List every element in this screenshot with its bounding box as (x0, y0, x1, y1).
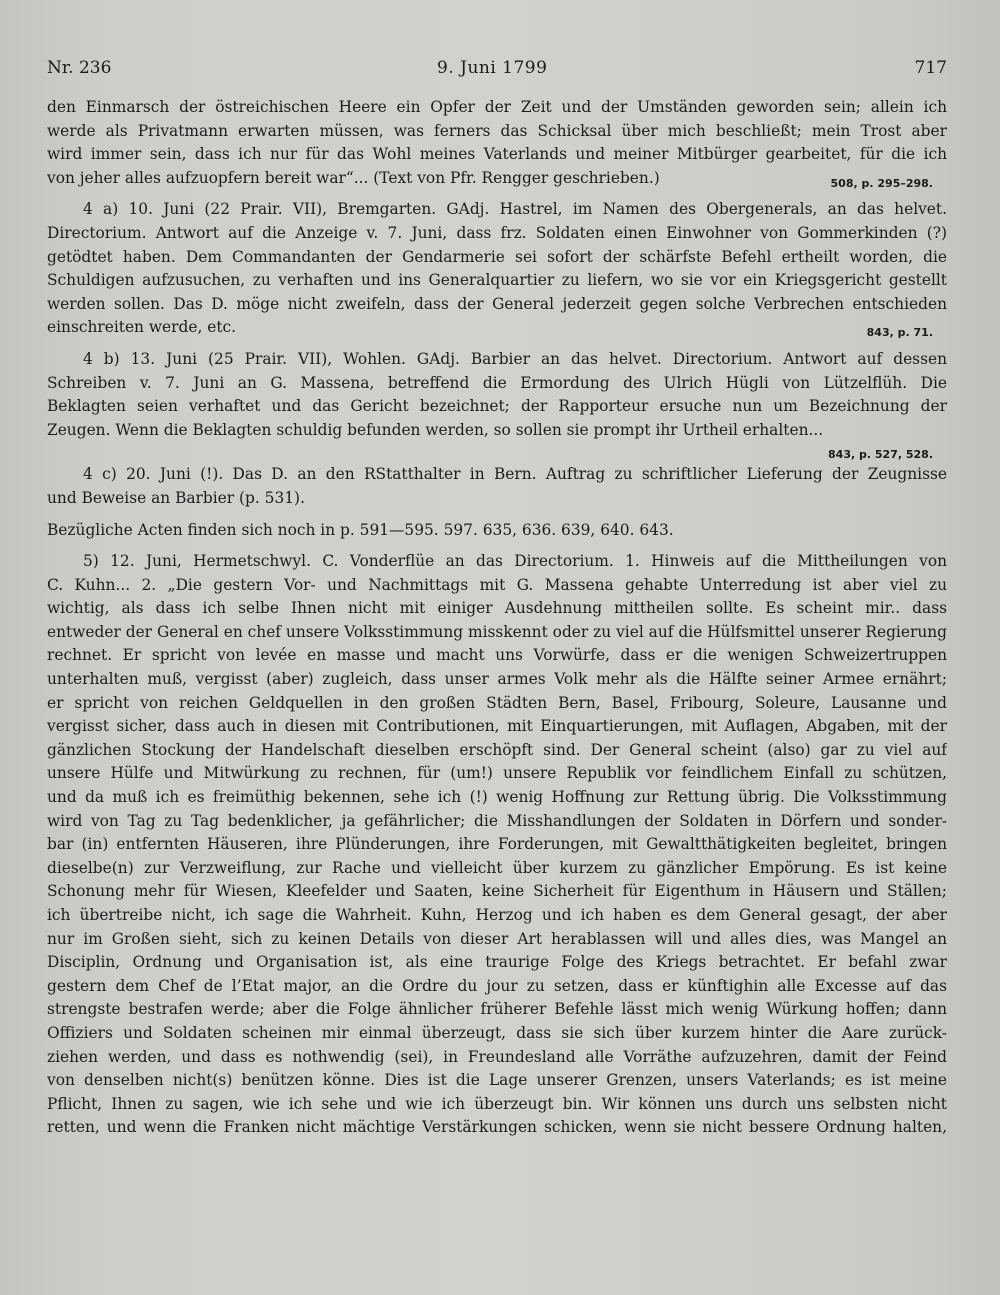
paragraph-4c (47, 463, 947, 510)
text-line: ich übertreibe nicht, ich sage die Wahrheit. Kuhn, Herzog und ich haben es dem General gesagt, der aber (47, 906, 947, 924)
text-line: Pflicht, Ihnen zu sagen, wie ich sehe und wie ich überzeugt bin. Wir können uns durch uns selbsten nicht (47, 1094, 947, 1113)
text-line: gänzlichen Stockung der Handelschaft dieselben erschöpft sind. Der General scheint (also) gar zu viel auf (47, 740, 947, 759)
paragraph-continuation (47, 96, 947, 190)
text-line: 4 b) 13. Juni (25 Prair. VII), Wohlen. GAdj. Barbier an das helvet. Directorium. Antwort auf dessen (83, 349, 947, 368)
text-line: wird immer sein, dass ich nur für das Wohl meines Vaterlands und meiner Mitbürger gearbeitet, für die ich (47, 145, 947, 164)
text-line: unsere Hülfe und Mitwürkung zu rechnen, für (um!) unsere Republik vor feindlichem Einfall zu schützen, (47, 764, 947, 783)
text-line: C. Kuhn... 2. „Die gestern Vor- und Nachmittags mit G. Massena gehabte Unterredung ist aber viel zu (47, 575, 947, 594)
text-line: Bezügliche Acten finden sich noch in p. 591—595. 597. 635, 636. 639, 640. 643. (47, 520, 674, 539)
source-reference: 843, p. 527, 528. (828, 448, 933, 462)
text-line: entweder der General en chef unsere Volksstimmung misskennt oder zu viel auf die Hülfsmittel unserer Regierung (47, 622, 947, 641)
text-line: werde als Privatmann erwarten müssen, was ferners das Schicksal über mich beschließt; mein Trost aber (47, 121, 947, 140)
text-line (47, 167, 947, 191)
text-line: unterhalten muß, vergisst (aber) zugleich, dass unser armes Volk mehr als die Hälfte seiner Armee ernährt; (47, 670, 947, 689)
document-number: Nr. 236 (47, 58, 112, 78)
paragraph-related-acts (47, 519, 947, 543)
text-line: Schonung mehr für Wiesen, Kleefelder und Saaten, keine Sicherheit für Eigenthum in Häusern und Ställen; (47, 882, 947, 901)
text-line: und Beweise an Barbier (p. 531). (47, 488, 305, 507)
text-line: Beklagten seien verhaftet und das Gericht bezeichnet; der Rapporteur ersuche nun um Bezeichnung der (47, 397, 947, 416)
text-line-content: von jeher alles aufzuopfern bereit war“... (Text von Pfr. Rengger geschrieben.) (47, 168, 660, 187)
text-line: 5) 12. Juni, Hermetschwyl. C. Vonderflüe an das Directorium. 1. Hinweis auf die Mittheilungen von (83, 552, 947, 571)
text-line: von denselben nicht(s) benützen könne. Dies ist die Lage unserer Grenzen, unsers Vaterlands; es ist meine (47, 1071, 947, 1090)
text-line: dieselbe(n) zur Verzweiflung, zur Rache und vielleicht über kurzem zu gänzlicher Empörung. Es ist keine (47, 858, 947, 877)
text-line: er spricht von reichen Geldquellen in den großen Städten Bern, Basel, Fribourg, Soleure, Lausanne und (47, 693, 947, 712)
text-line: Zeugen. Wenn die Beklagten schuldig befunden werden, so sollen sie prompt ihr Urtheil erhalten... (47, 420, 824, 439)
text-line: den Einmarsch der östreichischen Heere ein Opfer der Zeit und der Umständen geworden sein; allein ich (47, 98, 947, 116)
text-line: und da muß ich es freimüthig bekennen, sehe ich (!) wenig Hoffnung zur Rettung übrig. Die Volksstimmung (47, 788, 947, 807)
text-line: 4 a) 10. Juni (22 Prair. VII), Bremgarten. GAdj. Hastrel, im Namen des Obergenerals, an das helvet. (83, 200, 947, 219)
text-line: wichtig, als dass ich selbe Ihnen nicht mit einiger Ausdehnung mittheilen sollte. Es scheint mir.. dass (47, 599, 947, 618)
document-date: 9. Juni 1799 (437, 58, 548, 78)
text-line: retten, und wenn die Franken nicht mächtige Verstärkungen schicken, wenn sie nicht bessere Ordnung halten, (47, 1118, 947, 1137)
text-line: nur im Großen sieht, sich zu keinen Details von dieser Art herablassen will und alles dies, was Mangel an (47, 929, 947, 948)
text-line: werden sollen. Das D. möge nicht zweifeln, dass der General jederzeit gegen solche Verbrechen entschieden (47, 294, 947, 313)
paragraph-4a (47, 198, 947, 340)
text-line: Directorium. Antwort auf die Anzeige v. 7. Juni, dass frz. Soldaten einen Einwohner von Gommerkinden (?) (47, 223, 947, 242)
source-reference: 843, p. 71. (866, 326, 933, 340)
text-line: Disciplin, Ordnung und Organisation ist, als eine traurige Folge des Kriegs betrachtet. Er befahl zwar (47, 953, 947, 972)
source-reference: 508, p. 295–298. (830, 176, 933, 190)
text-line: wird von Tag zu Tag bedenklicher, ja gefährlicher; die Misshandlungen der Soldaten in Dörfern und sonder- (47, 811, 947, 830)
text-line-content: einschreiten werde, etc. (47, 318, 237, 337)
text-line: getödtet haben. Dem Commandanten der Gendarmerie sei sofort der schärfste Befehl ertheilt worden, die (47, 247, 947, 266)
paragraph-5 (47, 550, 947, 1140)
source-reference-line (47, 442, 947, 463)
text-line: bar (in) entfernten Häuseren, ihre Plünderungen, ihre Forderungen, mit Gewaltthätigkeiten begleitet, bringen (47, 835, 947, 854)
text-line: Schreiben v. 7. Juni an G. Massena, betreffend die Ermordung des Ulrich Hügli von Lützelflüh. Die (47, 373, 947, 392)
paragraph-4b (47, 348, 947, 463)
running-head (47, 58, 947, 84)
text-line: ziehen werden, und dass es nothwendig (sei), in Freundesland alle Vorräthe aufzuzehren, damit der Feind (47, 1047, 947, 1066)
text-line: Offiziers und Soldaten scheinen mir einmal überzeugt, dass sie sich über kurzem hinter die Aare zurück- (47, 1023, 947, 1042)
text-line: 4 c) 20. Juni (!). Das D. an den RStatthalter in Bern. Auftrag zu schriftlicher Lieferung der Zeugnisse (83, 465, 947, 484)
text-line: vergisst sicher, dass auch in diesen mit Contributionen, mit Einquartierungen, mit Auflagen, Abgaben, mit der (47, 717, 947, 736)
body-text (47, 96, 947, 1140)
text-line: strengste bestrafen werde; aber die Folge ähnlicher früherer Befehle lässt mich wenig Würkung hoffen; dann (47, 1000, 947, 1019)
text-line: rechnet. Er spricht von levée en masse und macht uns Vorwürfe, dass er die wenigen Schweizertruppen (47, 646, 947, 665)
text-line: gestern dem Chef de l’Etat major, an die Ordre du jour zu setzen, dass er künftighin alle Excesse auf das (47, 976, 947, 995)
page-number: 717 (914, 58, 947, 78)
text-line: Schuldigen aufzusuchen, zu verhaften und ins Generalquartier zu liefern, wo sie vor ein Kriegsgericht gestellt (47, 271, 947, 290)
text-line (47, 316, 947, 340)
